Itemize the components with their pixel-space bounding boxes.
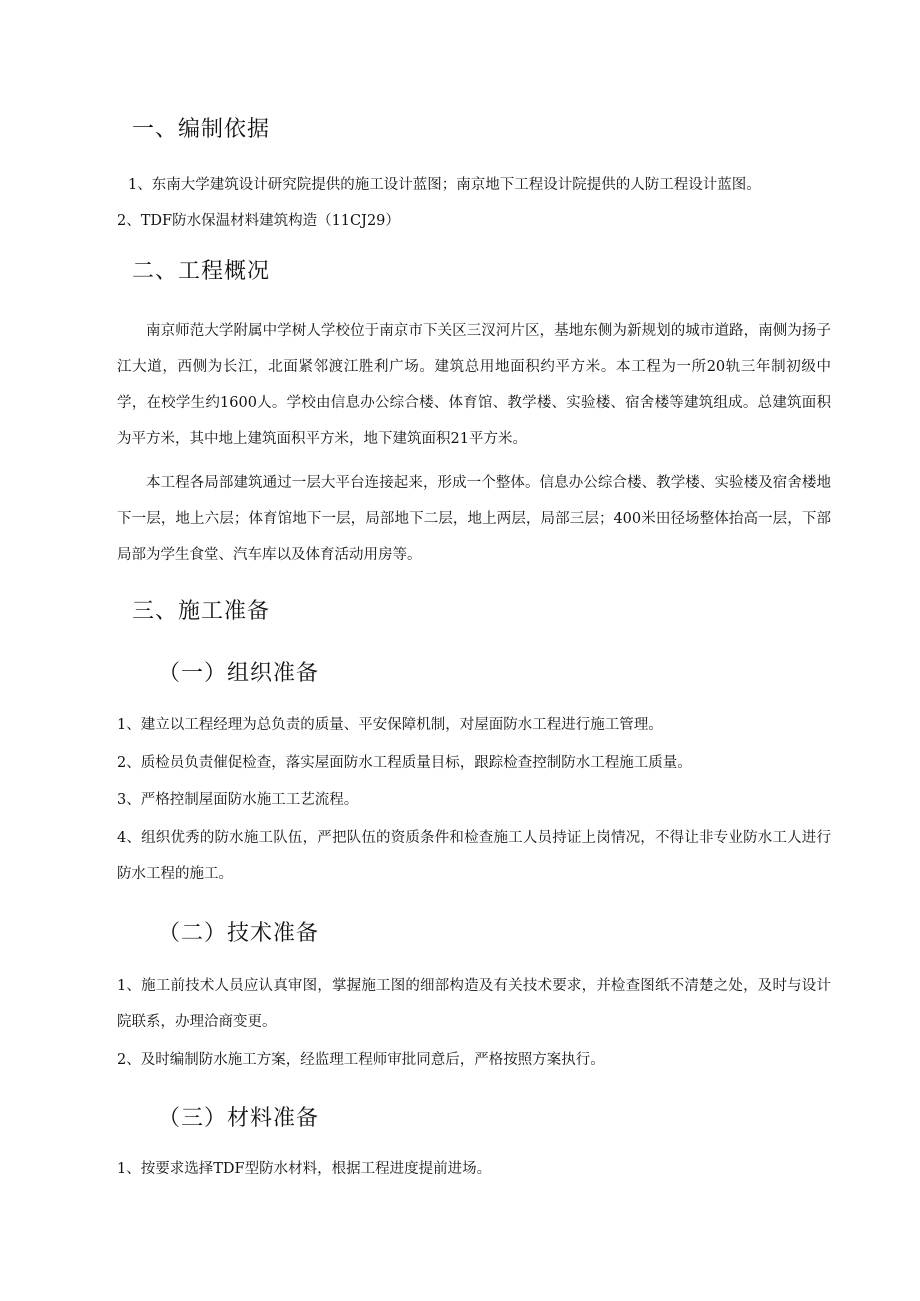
- org-item-3: 3、严格控制屋面防水施工工艺流程。: [117, 792, 359, 808]
- org-item-1: 1、建立以工程经理为总负责的质量、平安保障机制，对屋面防水工程进行施工管理。: [117, 717, 663, 733]
- heading-compilation-basis: 一、编制依据: [132, 117, 271, 142]
- org-item-4: 4、组织优秀的防水施工队伍，严把队伍的资质条件和检查施工人员持证上岗情况，不得让非专业防水工人进行防水工程的施工。: [117, 830, 831, 882]
- org-item-2: 2、质检员负责催促检查，落实屋面防水工程质量目标，跟踪检查控制防水工程施工质量。: [117, 755, 692, 771]
- tech-item-2: 2、及时编制防水施工方案，经监理工程师审批同意后，严格按照方案执行。: [117, 1052, 605, 1068]
- material-item-1: 1、按要求选择TDF型防水材料，根据工程进度提前进场。: [117, 1161, 492, 1177]
- subheading-technical-preparation: （二）技术准备: [158, 921, 320, 946]
- overview-paragraph-1: 南京师范大学附属中学树人学校位于南京市下关区三汊河片区，基地东侧为新规划的城市道路，南侧为扬子江大道，西侧为长江，北面紧邻渡江胜利广场。建筑总用地面积约平方米。本工程为一所20轨三年制初级中学，在校学生约1600人。学校由信息办公综合楼、体育馆、教学楼、实验楼、宿舍楼等建筑组成。总建筑面积为平方米，其中地上建筑面积平方米，地下建筑面积21平方米。: [117, 323, 831, 447]
- subheading-organization-preparation: （一）组织准备: [158, 661, 320, 686]
- basis-item-2: 2、TDF防水保温材料建筑构造（11CJ29）: [117, 213, 400, 229]
- tech-item-1: 1、施工前技术人员应认真审图，掌握施工图的细部构造及有关技术要求，并检查图纸不清楚之处，及时与设计院联系，办理洽商变更。: [117, 978, 831, 1030]
- subheading-material-preparation: （三）材料准备: [158, 1106, 320, 1131]
- overview-paragraph-2: 本工程各局部建筑通过一层大平台连接起来，形成一个整体。信息办公综合楼、教学楼、实验楼及宿舍楼地下一层，地上六层；体育馆地下一层，局部地下二层，地上两层，局部三层；400米田径场整体抬高一层，下部局部为学生食堂、汽车库以及体育活动用房等。: [117, 475, 831, 563]
- heading-project-overview: 二、工程概况: [132, 259, 271, 284]
- heading-construction-preparation: 三、施工准备: [132, 599, 271, 624]
- basis-item-1: 1、东南大学建筑设计研究院提供的施工设计蓝图；南京地下工程设计院提供的人防工程设计蓝图。: [128, 177, 761, 193]
